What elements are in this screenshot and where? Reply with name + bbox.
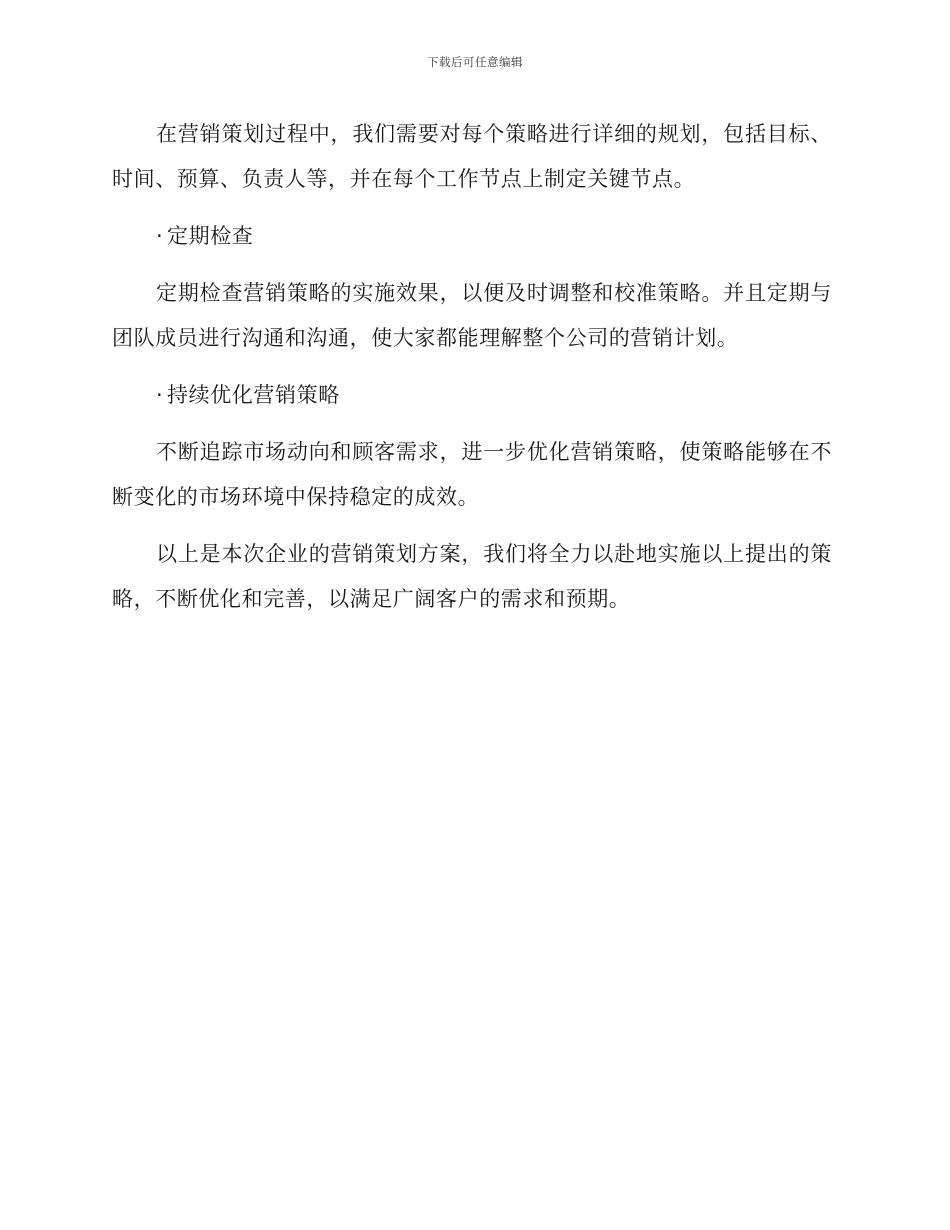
bullet-icon: · [156,383,164,407]
section-heading-text: 定期检查 [167,224,254,248]
section-heading-continuous-optimization [112,373,832,418]
section-heading-periodic-check [112,214,832,259]
page-header-note: 下载后可任意编辑 [427,55,523,69]
continuous-optimization-paragraph: 不断追踪市场动向和顾客需求，进一步优化营销策略，使策略能够在不断变化的市场环境中保持稳定的成效。 [112,440,832,509]
section-heading-text: 持续优化营销策略 [167,383,340,407]
intro-paragraph: 在营销策划过程中，我们需要对每个策略进行详细的规划，包括目标、时间、预算、负责人等，并在每个工作节点上制定关键节点。 [112,122,832,191]
periodic-check-paragraph: 定期检查营销策略的实施效果，以便及时调整和校准策略。并且定期与团队成员进行沟通和沟通，使大家都能理解整个公司的营销计划。 [112,281,832,350]
document-body [112,112,832,634]
bullet-icon: · [156,224,164,248]
conclusion-paragraph: 以上是本次企业的营销策划方案，我们将全力以赴地实施以上提出的策略，不断优化和完善，以满足广阔客户的需求和预期。 [112,542,832,611]
